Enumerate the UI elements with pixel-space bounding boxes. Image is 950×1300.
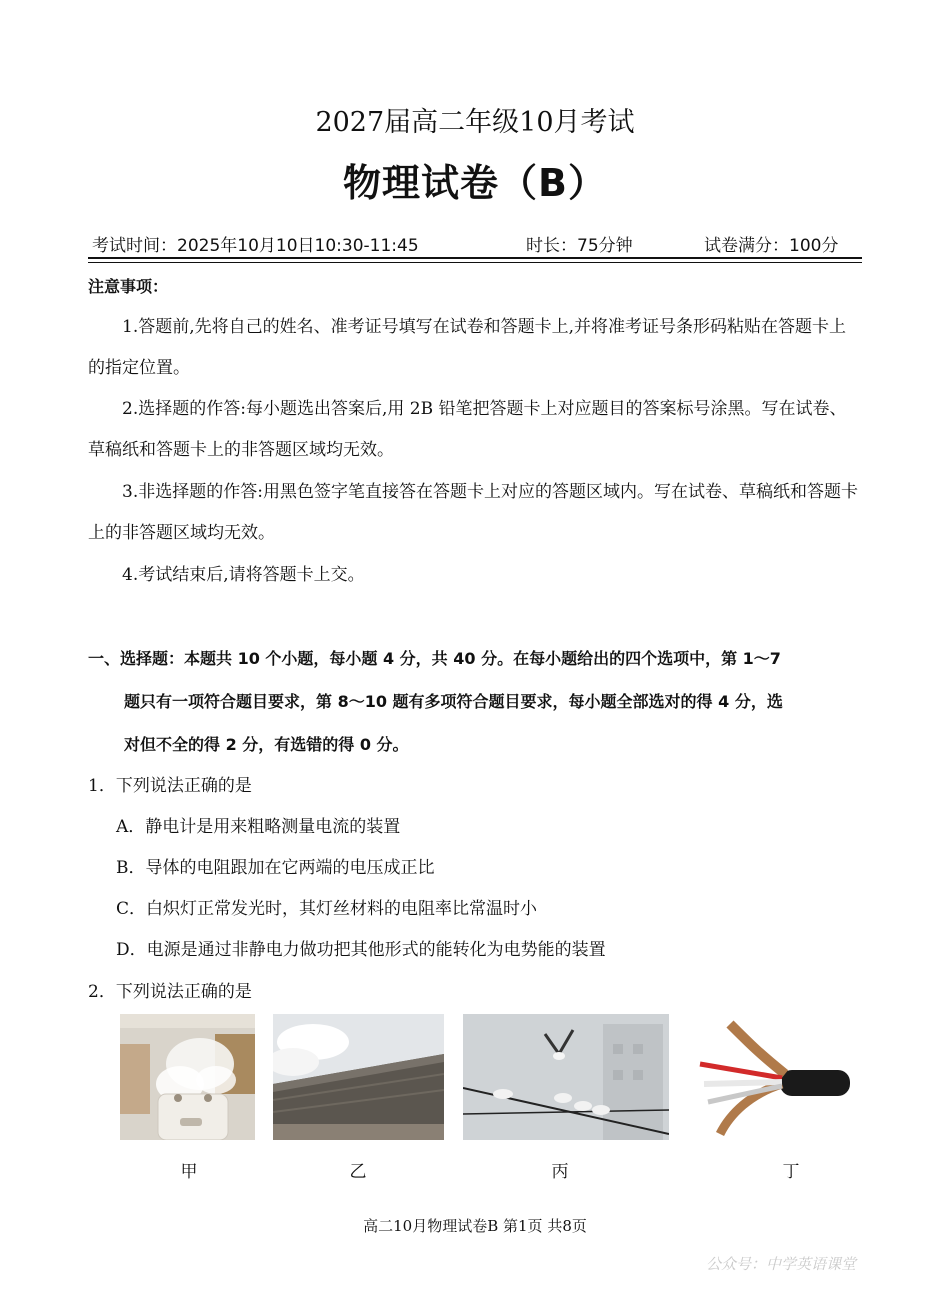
note-item: 3.非选择题的作答:用黑色签字笔直接答在答题卡上对应的答题区域内。写在试卷、草稿纸和答题卡上的非答题区域均无效。 — [88, 482, 858, 543]
watermark: 公众号：中学英语课堂 — [706, 1255, 857, 1273]
exam-full-score: 试卷满分：100分 — [704, 236, 839, 256]
note-item: 4.考试结束后,请将答题卡上交。 — [122, 565, 365, 585]
image-label-ding: 丁 — [782, 1162, 800, 1182]
divider-thin — [88, 262, 862, 263]
birds-on-wire-photo — [463, 1014, 669, 1140]
q1-option-d: D．电源是通过非静电力做功把其他形式的能转化为电势能的装置 — [116, 940, 606, 960]
paper-subtitle: 物理试卷（B） — [343, 161, 607, 205]
humidifier-photo — [120, 1014, 255, 1140]
note-item: 1.答题前,先将自己的姓名、准考证号填写在试卷和答题卡上,并将准考证号条形码粘贴在答题卡上的指定位置。 — [88, 317, 847, 378]
exam-time: 考试时间：2025年10月10日10:30-11:45 — [92, 236, 419, 256]
image-label-bing: 丙 — [551, 1162, 569, 1182]
roof-photo — [273, 1014, 444, 1140]
divider-thick — [88, 257, 862, 259]
exam-duration: 时长：75分钟 — [526, 236, 633, 256]
section-line: 一、选择题：本题共 10 个小题，每小题 4 分，共 40 分。在每小题给出的四个选项中，第 1～7 — [88, 649, 781, 668]
shielded-cable-photo — [690, 1014, 850, 1140]
image-label-jia: 甲 — [180, 1162, 198, 1182]
section-line: 题只有一项符合题目要求，第 8～10 题有多项符合题目要求，每小题全部选对的得 4 分，选 — [124, 692, 783, 711]
note-item: 2.选择题的作答:每小题选出答案后,用 2B 铅笔把答题卡上对应题目的答案标号涂黑。写在试卷、草稿纸和答题卡上的非答题区域均无效。 — [88, 399, 847, 460]
section-line: 对但不全的得 2 分，有选错的得 0 分。 — [124, 735, 409, 754]
exam-title: 2027届高二年级10月考试 — [315, 107, 635, 138]
section-one-instructions — [88, 637, 862, 766]
question-2-stem: 2．下列说法正确的是 — [88, 982, 252, 1002]
exam-info-bar — [88, 229, 862, 257]
image-label-yi: 乙 — [349, 1162, 367, 1182]
q1-option-b: B．导体的电阻跟加在它两端的电压成正比 — [116, 858, 435, 878]
q1-option-c: C．白炽灯正常发光时，其灯丝材料的电阻率比常温时小 — [116, 899, 538, 919]
notes-heading: 注意事项： — [88, 277, 169, 296]
page-footer: 高二10月物理试卷B 第1页 共8页 — [363, 1217, 587, 1235]
question-1-stem: 1．下列说法正确的是 — [88, 776, 252, 796]
q1-option-a: A．静电计是用来粗略测量电流的装置 — [116, 817, 401, 837]
